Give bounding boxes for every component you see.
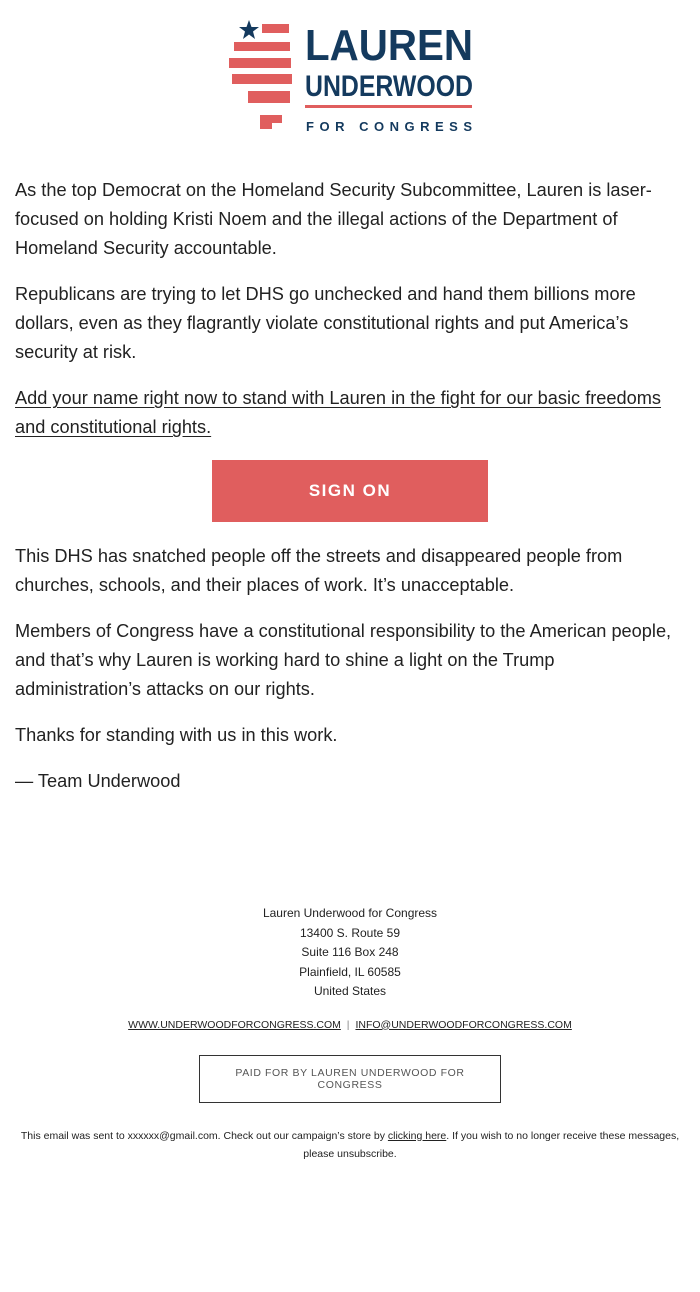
- address-line: 13400 S. Route 59: [299, 925, 401, 940]
- email-link[interactable]: INFO@UNDERWOODFORCONGRESS.COM: [355, 1018, 572, 1031]
- signoff: — Team Underwood: [15, 771, 181, 791]
- petition-link[interactable]: Add your name right now to stand with Lauren in the fight for our basic freedoms and constitutional rights.: [15, 388, 662, 437]
- logo-line-for-congress: FOR CONGRESS: [306, 119, 472, 134]
- cta-container: [15, 460, 685, 522]
- campaign-logo: [226, 18, 476, 136]
- email-footer: [0, 904, 700, 1163]
- logo-line-underwood: UNDERWOOD: [305, 70, 473, 103]
- unsubscribe-notice: [20, 1127, 680, 1163]
- link-separator: |: [346, 1018, 350, 1031]
- sign-on-button[interactable]: SIGN ON: [212, 460, 488, 522]
- address-line: Suite 116 Box 248: [301, 945, 399, 959]
- address-line: United States: [313, 984, 387, 998]
- paragraph-1: As the top Democrat on the Homeland Security Subcommittee, Lauren is laser-focused on holding Kristi Noem and the illegal actions of the Department of Homeland Security accountable.: [15, 180, 652, 258]
- mailing-address: [0, 904, 700, 1002]
- logo-line-lauren: LAUREN: [305, 21, 473, 70]
- notice-text: This email was sent to xxxxxx@gmail.com. Check out our campaign’s store by: [20, 1129, 388, 1142]
- paragraph-4: Members of Congress have a constitutional responsibility to the American people, and that’s why Lauren is working hard to shine a light on the Trump administration’s attacks on our rights.: [15, 621, 672, 699]
- illinois-flag-state-icon: [229, 20, 292, 129]
- paid-for-disclaimer: PAID FOR BY LAUREN UNDERWOOD FOR CONGRESS: [199, 1055, 501, 1103]
- website-link[interactable]: WWW.UNDERWOODFORCONGRESS.COM: [128, 1018, 341, 1031]
- store-link[interactable]: clicking here: [387, 1129, 447, 1142]
- paragraph-5: Thanks for standing with us in this work.: [15, 725, 338, 745]
- footer-links: [0, 1019, 700, 1031]
- paragraph-3: This DHS has snatched people off the streets and disappeared people from churches, schools, and their places of work. It’s unacceptable.: [15, 546, 623, 595]
- logo-divider: [305, 105, 472, 108]
- address-line: Plainfield, IL 60585: [299, 964, 401, 979]
- notice-text-end: . If you wish to no longer receive these messages, please unsubscribe.: [303, 1129, 680, 1160]
- address-line: Lauren Underwood for Congress: [262, 906, 438, 920]
- paragraph-2: Republicans are trying to let DHS go unchecked and hand them billions more dollars, even as they flagrantly violate constitutional rights and put America’s security at risk.: [15, 284, 636, 362]
- petition-paragraph: [15, 384, 685, 442]
- email-body: [15, 176, 685, 813]
